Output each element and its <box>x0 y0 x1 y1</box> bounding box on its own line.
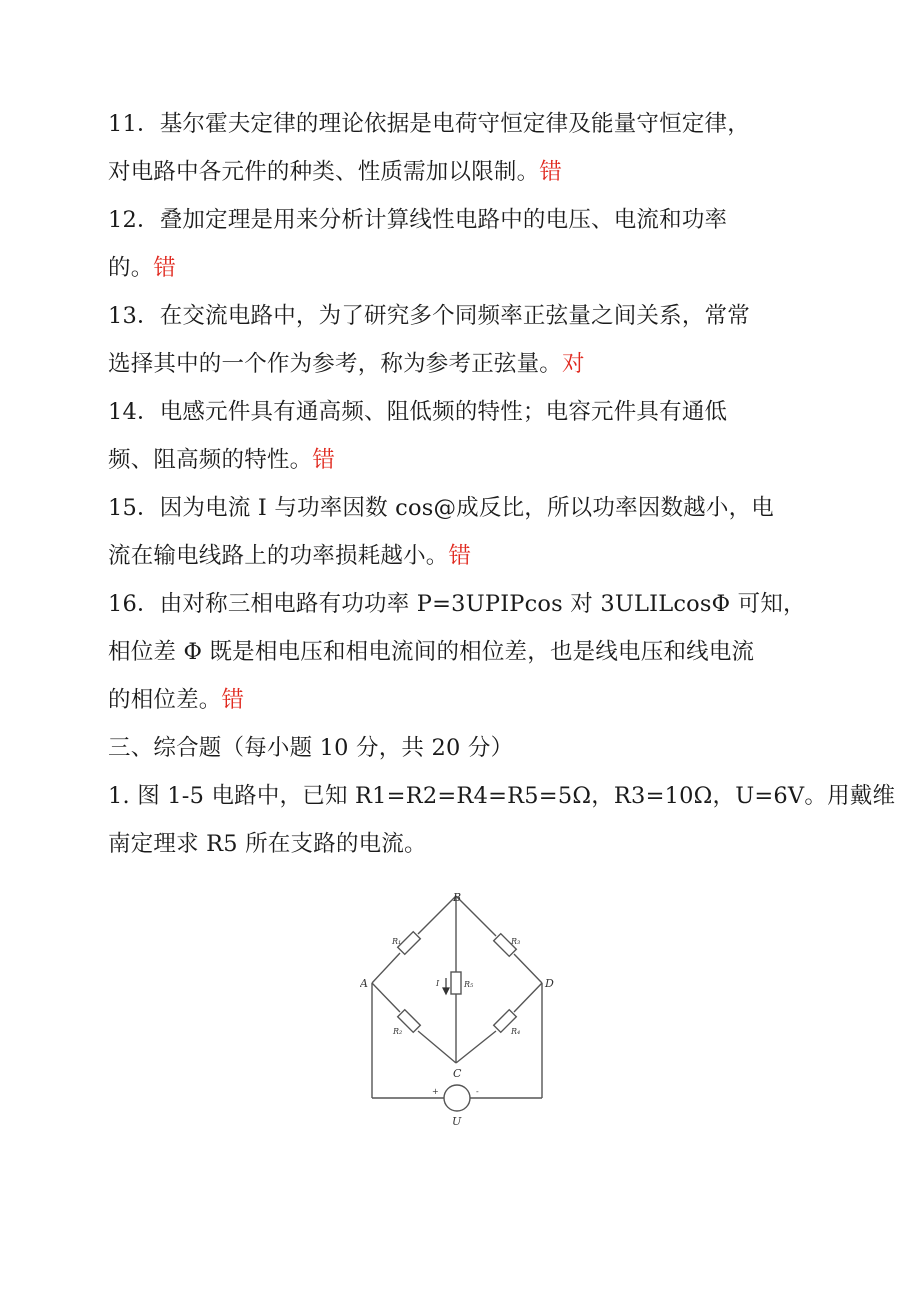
question-15 <box>108 484 828 580</box>
question-line: 14．电感元件具有通高频、阻低频的特性；电容元件具有通低 <box>108 399 728 425</box>
source-plus-sign: + <box>432 1087 439 1096</box>
question-14 <box>108 388 828 484</box>
circuit-diagram <box>360 888 560 1138</box>
question-13 <box>108 292 828 388</box>
answer-mark: 错 <box>539 159 563 185</box>
question-12 <box>108 196 828 292</box>
question-line: 对电路中各元件的种类、性质需加以限制。错 <box>108 159 563 185</box>
bridge-circuit-figure <box>360 888 560 1138</box>
question-line: 12．叠加定理是用来分析计算线性电路中的电压、电流和功率 <box>108 207 728 233</box>
resistor-label-r5: R₅ <box>464 980 474 989</box>
voltage-source <box>444 1085 470 1111</box>
question-line: 相位差 Φ 既是相电压和相电流间的相位差，也是线电压和线电流 <box>108 639 755 665</box>
current-arrow-icon <box>443 978 449 994</box>
question-line: 13．在交流电路中，为了研究多个同频率正弦量之间关系，常常 <box>108 303 750 329</box>
current-label: I <box>436 979 440 988</box>
node-label-d: D <box>545 977 554 990</box>
question-11 <box>108 100 828 196</box>
question-line: 的。错 <box>108 255 177 281</box>
answer-mark: 错 <box>153 255 177 281</box>
problem-line: 1. 图 1-5 电路中，已知 R1=R2=R4=R5=5Ω，R3=10Ω，U=6V。用戴维 <box>108 783 896 809</box>
answer-mark: 对 <box>562 351 585 377</box>
question-line: 15．因为电流 I 与功率因数 cos@成反比，所以功率因数越小，电 <box>108 495 774 521</box>
problem-line: 南定理求 R5 所在支路的电流。 <box>108 831 427 857</box>
resistor-label-r1: R₁ <box>392 937 402 946</box>
answer-mark: 错 <box>312 447 336 473</box>
source-label-u: U <box>452 1115 462 1128</box>
answer-mark: 错 <box>221 687 245 713</box>
section-title: 三、综合题（每小题 10 分，共 20 分） <box>108 735 514 761</box>
resistor-label-r4: R₄ <box>511 1027 521 1036</box>
source-minus-sign: - <box>476 1087 479 1096</box>
resistor-r5 <box>451 972 461 994</box>
resistor-label-r3: R₃ <box>511 937 521 946</box>
node-label-c: C <box>453 1067 462 1080</box>
question-line: 16．由对称三相电路有功功率 P=3UPIPcos 对 3ULILcosΦ 可知， <box>108 591 806 617</box>
question-line: 流在输电线路上的功率损耗越小。错 <box>108 543 472 569</box>
question-line: 选择其中的一个作为参考，称为参考正弦量。对 <box>108 351 585 377</box>
answer-mark: 错 <box>448 543 472 569</box>
question-line: 的相位差。错 <box>108 687 245 713</box>
problem-1 <box>108 772 896 868</box>
node-label-b: B <box>453 891 462 904</box>
question-line: 11．基尔霍夫定律的理论依据是电荷守恒定律及能量守恒定律， <box>108 111 750 137</box>
document-page <box>108 100 896 868</box>
question-16 <box>108 580 828 724</box>
resistor-label-r2: R₂ <box>393 1027 403 1036</box>
node-label-a: A <box>360 977 368 990</box>
question-line: 频、阻高频的特性。错 <box>108 447 336 473</box>
